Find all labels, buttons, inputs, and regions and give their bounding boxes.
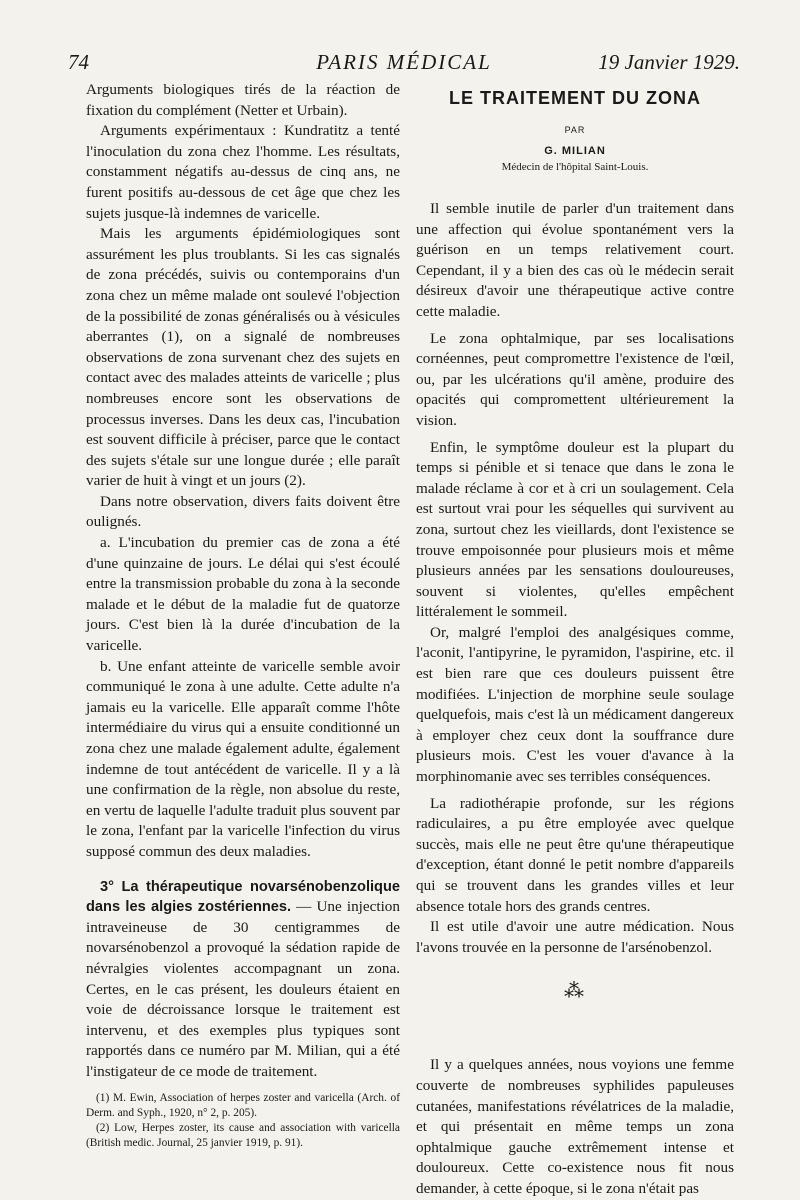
paragraph: Dans notre observation, divers faits doivent être oulignés.	[86, 492, 400, 531]
section-paragraph	[86, 877, 400, 1083]
paragraph: a. L'incubation du premier cas de zona a été d'une quinzaine de jours. Le délai qui s'est écoulé entre la transmission probable du zona à la seconde malade et le début de la maladie fut de quatorze jours. C'est bien là la durée d'incubation de la varicelle.	[86, 534, 400, 655]
section-heading: 3° La thérapeutique novarsénobenzolique dans les algies zostériennes.	[86, 878, 400, 916]
right-column	[416, 80, 734, 1200]
article-title: LE TRAITEMENT DU ZONA	[449, 88, 701, 108]
by-line: PAR	[564, 125, 586, 135]
paragraph: Arguments expérimentaux : Kundratitz a tenté l'inoculation du zona chez l'homme. Les résultats, constamment négatifs au-dessus de cinq ans, ne furent positifs au-dessous de cet âge que chez les sujets jusque-là indemnes de varicelle.	[86, 122, 400, 222]
paragraph: Le zona ophtalmique, par ses localisations cornéennes, peut compromettre l'existence de l'œil, ou, par les ulcérations qu'il amène, produire des opacités qui compromettent ultérieurement la vision.	[416, 329, 734, 429]
paragraph: La radiothérapie profonde, sur les régions radiculaires, a pu être employée avec quelque succès, mais elle ne peut être qu'une thérapeutique d'exception, étant donné le petit nombre d'appareils qui se trouvent dans les grandes villes et leur absence totale hors des grands centres.	[416, 794, 734, 915]
issue-date: 19 Janvier 1929.	[598, 50, 740, 74]
paragraph: Mais les arguments épidémiologiques sont assurément les plus troublants. Si les cas signalés de zona précédés, suivis ou contemporains d'un zona chez un même malade ont soulevé l'objection de la possibilité de zonas généralisés ou à vésicules aberrantes (1), on a signalé de nombreuses observations de zona survenant chez des sujets en contact avec des malades atteints de varicelle ; plus nombreuses encore sont les observations de processus inverses. Dans les deux cas, l'incubation est souvent difficile à préciser, parce que le contact des sujets s'étale sur une longue durée ; elle paraît varier de huit à vingt et un jours (2).	[86, 225, 400, 490]
asterism-divider: ⁂	[564, 980, 586, 1003]
left-column	[86, 80, 400, 1151]
page-header	[68, 50, 740, 76]
author-name: G. MILIAN	[544, 145, 606, 157]
paragraph: Enfin, le symptôme douleur est la plupart du temps si pénible et si tenace que dans le zona le malade réclame à cor et à cri un soulagement. Cela est surtout vrai pour les séquelles qui survivent au zona, surtout chez les vieillards, dont l'existence se trouve empoisonnée pour plusieurs mois et même plusieurs années par les sensations douloureuses, souvent si violentes, qu'elles empêchent littéralement le sommeil.	[416, 438, 734, 621]
section-text: — Une injection intraveineuse de 30 centigrammes de novarsénobenzol a provoqué la sédation rapide de névralgies violentes accompagnant un zona. Certes, en le cas présent, les douleurs étaient en voie de décroissance lorsque le traitement est intervenu, et des exemples plus typiques sont rapportés dans ce numéro par M. Milian, qui a été l'instigateur de ce mode de traitement.	[86, 898, 400, 1080]
paragraph: Il semble inutile de parler d'un traitement dans une affection qui évolue spontanément vers la guérison en un temps relativement court. Cependant, il y a bien des cas où le médecin serait désireux d'avoir une thérapeutique active contre cette maladie.	[416, 200, 734, 320]
page-number: 74	[68, 50, 89, 74]
footnote: (2) Low, Herpes zoster, its cause and association with varicella (British medic. Journal, 25 janvier 1919, p. 91).	[86, 1121, 400, 1149]
paragraph: b. Une enfant atteinte de varicelle semble avoir communiqué le zona à une adulte. Cette adulte n'a jamais eu la varicelle. Elle apparaît comme l'hôte intermédiaire du virus qui a ensuite conditionné un zona chez une malade également adulte, également indemne de tout antécédent de varicelle. Il y a là une confirmation de la règle, non absolue du reste, en vertu de laquelle l'adulte traduit plus souvent par le zona, l'enfant par la varicelle l'infection du virus supposé commun des deux maladies.	[86, 657, 400, 860]
paragraph: Il est utile d'avoir une autre médication. Nous l'avons trouvée en la personne de l'arsénobenzol.	[416, 918, 734, 956]
journal-title: PARIS MÉDICAL	[316, 50, 492, 74]
footnotes	[86, 1091, 400, 1151]
paragraph: Il y a quelques années, nous voyions une femme couverte de nombreuses syphilides papuleuses cutanées, manifestations révélatrices de la maladie, et qui présentait en même temps un zona ophtalmique gauche extrêmement intense et douloureux. Cette co-existence nous fit nous demander, à cette époque, si le zona n'était pas	[416, 1056, 734, 1197]
paragraph: Or, malgré l'emploi des analgésiques comme, l'aconit, l'antipyrine, le pyramidon, l'aspirine, etc. il est bien rare que ces douleurs puissent être modifiées. L'injection de morphine seule soulage quelquefois, mais c'est là un médicament dangereux à employer chez ceux dont la souffrance dure plusieurs mois. C'est les vouer d'avance à la morphinomanie avec ses terribles conséquences.	[416, 623, 734, 786]
footnote: (1) M. Ewin, Association of herpes zoster and varicella (Arch. of Derm. and Syph., 1920, n° 2, p. 205).	[86, 1091, 400, 1119]
author-affiliation: Médecin de l'hôpital Saint-Louis.	[501, 161, 649, 173]
paragraph: Arguments biologiques tirés de la réaction de fixation du complément (Netter et Urbain).	[86, 81, 400, 119]
